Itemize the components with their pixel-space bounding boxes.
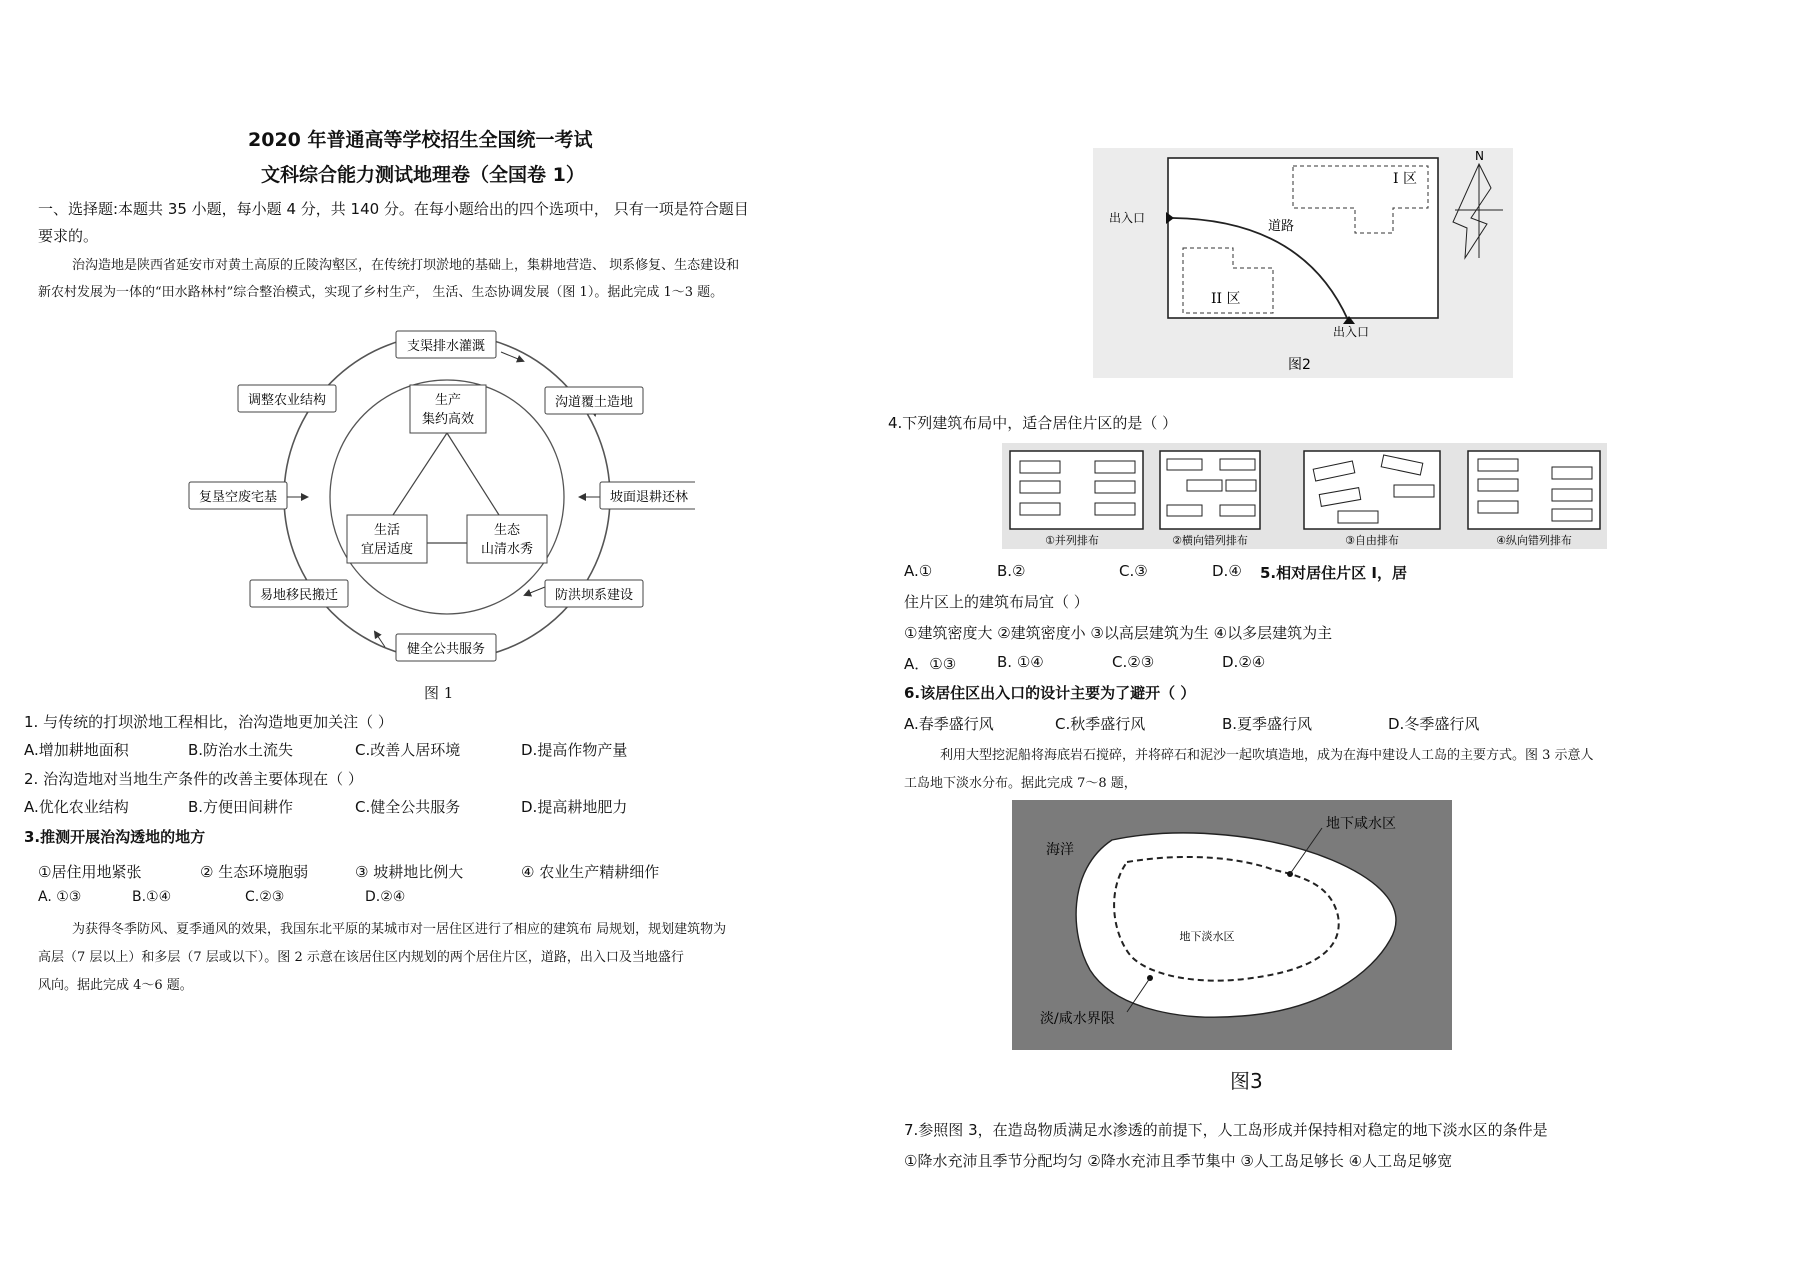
ecology-label: 生态: [493, 523, 521, 538]
q5-stem-a: 5.相对居住片区 I，居: [1260, 564, 1407, 582]
figure2-caption: 图2: [1288, 357, 1311, 373]
q2-option-d[interactable]: D.提高耕地肥力: [521, 798, 628, 816]
panel2-label: ②横向错列排布: [1172, 534, 1248, 547]
passage2-line2: 高层（7 层以上）和多层（7 层或以下）。图 2 示意在该居住区内规划的两个居住片区，道路，出入口及当地盛行: [38, 950, 684, 965]
q6-option-b[interactable]: B.夏季盛行风: [1222, 715, 1313, 733]
q5-option-d[interactable]: D.②④: [1222, 653, 1266, 671]
life-sublabel: 宜居适度: [360, 542, 414, 557]
outer-circle: [284, 334, 610, 660]
q3-item-1: ①居住用地紧张: [38, 863, 142, 881]
entrance-bottom-label: 出入口: [1333, 325, 1370, 339]
q4-option-a[interactable]: A.①: [904, 562, 933, 580]
outer-box-5-label: 健全公共服务: [406, 642, 486, 657]
q6-option-d[interactable]: D.冬季盛行风: [1388, 715, 1480, 733]
section-intro-line1: 一、选择题:本题共 35 小题，每小题 4 分，共 140 分。在每小题给出的四个选项中， 只有一项是符合题目: [38, 200, 749, 218]
panel4-label: ④纵向错列排布: [1496, 534, 1572, 547]
ecology-sublabel: 山清水秀: [480, 542, 534, 557]
section-intro-line2: 要求的。: [38, 227, 99, 245]
outer-box-3-label: 坡面退耕还林: [609, 490, 689, 505]
panel1-label: ①并列排布: [1045, 534, 1099, 547]
q2-option-c[interactable]: C.健全公共服务: [355, 798, 461, 816]
q4-option-c[interactable]: C.③: [1119, 562, 1148, 580]
entrance-left-label: 出入口: [1109, 211, 1146, 225]
q4-stem: 4.下列建筑布局中，适合居住片区的是（ ）: [888, 414, 1178, 432]
page-subtitle: 文科综合能力测试地理卷（全国卷 1）: [261, 164, 585, 186]
production-label: 生产: [434, 393, 462, 408]
freshwater-label: 地下淡水区: [1179, 930, 1235, 943]
q2-option-b[interactable]: B.方便田间耕作: [188, 798, 294, 816]
page-title: 2020 年普通高等学校招生全国统一考试: [248, 129, 593, 151]
q4-option-b[interactable]: B.②: [997, 562, 1026, 580]
outer-box-2-label: 沟道覆土造地: [554, 395, 634, 410]
figure1-caption: 图 1: [424, 684, 454, 702]
road-label: 道路: [1268, 219, 1295, 234]
q4-layout-panels: [1002, 443, 1607, 549]
figure3-artificial-island: [1012, 800, 1452, 1050]
zone1-label: I 区: [1393, 171, 1417, 187]
q7-stem: 7.参照图 3，在造岛物质满足水渗透的前提下，人工岛形成并保持相对稳定的地下淡水区的条件是: [904, 1121, 1548, 1139]
q1-option-a[interactable]: A.增加耕地面积: [24, 741, 129, 759]
q3-item-3: ③ 坡耕地比例大: [355, 863, 464, 881]
q5-stem-b: 住片区上的建筑布局宜（ ）: [904, 593, 1089, 611]
boundary-label: 淡/咸水界限: [1040, 1011, 1115, 1027]
q5-option-a[interactable]: A．①③: [904, 655, 957, 673]
outer-box-4-label: 防洪坝系建设: [554, 588, 634, 603]
figure2-residential-plan: [1093, 148, 1513, 378]
q1-option-b[interactable]: B.防治水土流失: [188, 741, 294, 759]
q1-stem: 1. 与传统的打坝淤地工程相比，治沟造地更加关注（ ）: [24, 713, 393, 731]
figure3-caption: 图3: [1230, 1069, 1263, 1093]
outer-box-6-label: 易地移民搬迁: [259, 588, 339, 603]
zone2-label: II 区: [1211, 291, 1241, 307]
life-label: 生活: [373, 523, 401, 538]
q2-stem: 2. 治沟造地对当地生产条件的改善主要体现在（ ）: [24, 770, 363, 788]
q4-option-d[interactable]: D.④: [1212, 562, 1242, 580]
q5-option-b[interactable]: B. ①④: [997, 653, 1044, 671]
q6-stem: 6.该居住区出入口的设计主要为了避开（ ）: [904, 684, 1196, 702]
q1-option-d[interactable]: D.提高作物产量: [521, 741, 628, 759]
figure1-cycle-diagram: [185, 325, 695, 670]
q3-item-2: ② 生态环境胞弱: [200, 863, 309, 881]
q3-stem: 3.推测开展治沟透地的地方: [24, 828, 206, 846]
q1-option-c[interactable]: C.改善人居环境: [355, 741, 461, 759]
passage2-line3: 风向。据此完成 4～6 题。: [38, 978, 193, 993]
ocean-label: 海洋: [1046, 842, 1074, 858]
passage1-line2: 新农村发展为一体的“田水路林村”综合整治模式，实现了乡村生产， 生活、生态协调发展（图 1）。据此完成 1～3 题。: [38, 285, 724, 300]
q2-option-a[interactable]: A.优化农业结构: [24, 798, 129, 816]
saltwater-label: 地下咸水区: [1326, 816, 1396, 832]
passage3-line2: 工岛地下淡水分布。据此完成 7～8 题，: [904, 776, 1137, 791]
q5-items: ①建筑密度大 ②建筑密度小 ③以高层建筑为生 ④以多层建筑为主: [904, 624, 1333, 642]
outer-box-7-label: 复垦空废宅基: [198, 490, 278, 505]
outer-box-8-label: 调整农业结构: [247, 393, 327, 408]
panel3-label: ③自由排布: [1345, 534, 1399, 547]
q3-option-b[interactable]: B.①④: [132, 889, 172, 905]
q3-option-d[interactable]: D.②④: [365, 889, 406, 905]
production-sublabel: 集约高效: [421, 412, 475, 427]
outer-box-1-label: 支渠排水灌溉: [406, 339, 486, 354]
q6-option-a[interactable]: A.春季盛行风: [904, 715, 994, 733]
q3-item-4: ④ 农业生产精耕细作: [521, 863, 660, 881]
q7-items: ①降水充沛且季节分配均匀 ②降水充沛且季节集中 ③人工岛足够长 ④人工岛足够宽: [904, 1152, 1453, 1170]
q3-option-a[interactable]: A. ①③: [38, 889, 82, 905]
passage2-line1: 为获得冬季防风、夏季通风的效果，我国东北平原的某城市对一居住区进行了相应的建筑布 局规划，规划建筑物为: [72, 922, 727, 937]
q5-option-c[interactable]: C.②③: [1112, 653, 1155, 671]
q3-option-c[interactable]: C.②③: [245, 889, 285, 905]
north-label: N: [1475, 149, 1484, 163]
passage3-line1: 利用大型挖泥船将海底岩石搅碎，并将碎石和泥沙一起吹填造地，成为在海中建设人工岛的主要方式。图 3 示意人: [940, 748, 1594, 763]
q6-option-c[interactable]: C.秋季盛行风: [1055, 715, 1146, 733]
passage1-line1: 治沟造地是陕西省延安市对黄土高原的丘陵沟壑区，在传统打坝淤地的基础上，集耕地营造、 坝系修复、生态建设和: [72, 258, 740, 273]
